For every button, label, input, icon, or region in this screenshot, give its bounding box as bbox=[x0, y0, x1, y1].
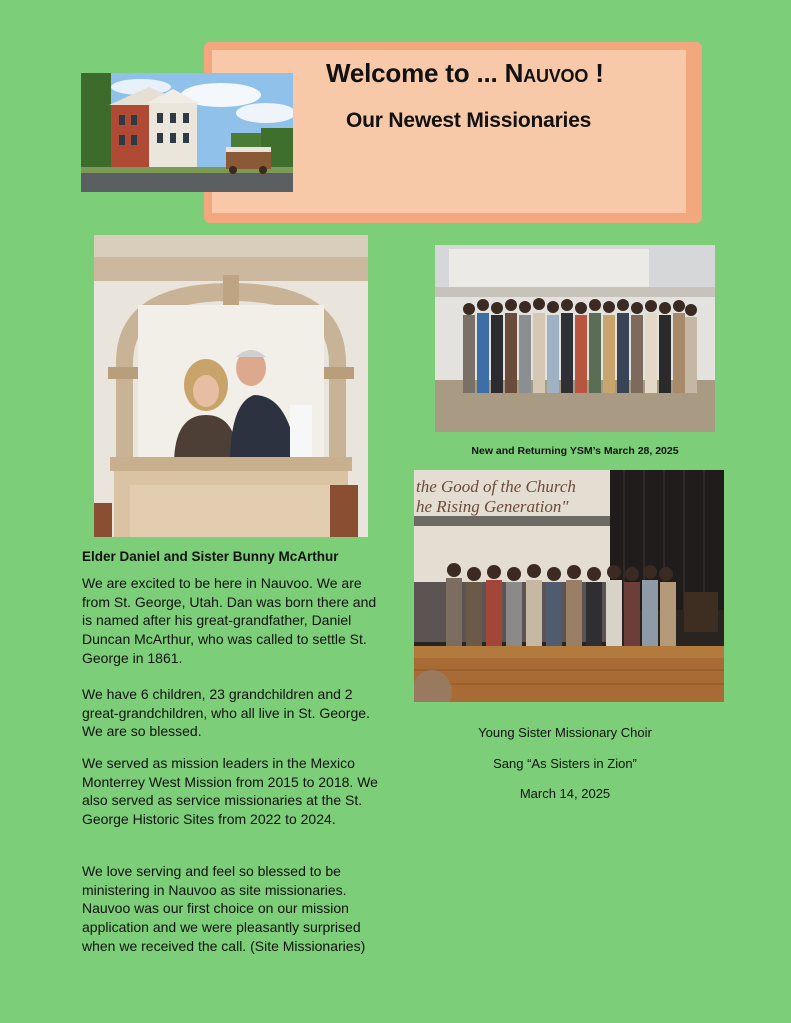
title-suffix: ! bbox=[595, 58, 604, 88]
group-photo-caption: New and Returning YSM’s March 28, 2025 bbox=[471, 445, 679, 457]
article-heading: Elder Daniel and Sister Bunny McArthur bbox=[82, 549, 339, 564]
choir-caption-title: Young Sister Missionary Choir bbox=[478, 725, 652, 740]
article-paragraph: We have 6 children, 23 grandchildren and 2 great-grandchildren, who all live in St. George. We are so blessed. bbox=[82, 686, 370, 740]
article-paragraph: We served as mission leaders in the Mexico Monterrey West Mission from 2015 to 2018. We also served as service missionaries at the St. George Historic Sites from 2022 to 2024. bbox=[82, 755, 378, 828]
title-place: Nauvoo bbox=[504, 58, 589, 88]
page-title bbox=[326, 58, 686, 89]
choir-slide-line-1: the Good of the Church bbox=[416, 477, 576, 496]
couple-photo bbox=[94, 235, 368, 537]
choir-caption-song: Sang “As Sisters in Zion” bbox=[493, 756, 637, 771]
choir-caption-date: March 14, 2025 bbox=[519, 786, 611, 801]
nauvoo-house-photo bbox=[81, 73, 293, 192]
title-prefix: Welcome to ... bbox=[326, 58, 498, 88]
page-subtitle: Our Newest Missionaries bbox=[346, 109, 592, 132]
choir-photo bbox=[414, 470, 724, 702]
choir-slide-line-2: he Rising Generation" bbox=[416, 497, 569, 516]
ysm-group-photo bbox=[435, 245, 715, 432]
article-paragraph: We are excited to be here in Nauvoo. We are from St. George, Utah. Dan was born there and is named after his great-grandfather, Daniel Duncan McArthur, who was called to settle St. George in 1861. bbox=[82, 575, 377, 666]
article-paragraph: We love serving and feel so blessed to be ministering in Nauvoo as site missionaries. Nauvoo was our first choice on our mission application and we were pleasantly surprised when we received the call. (Site Missionaries) bbox=[82, 863, 366, 954]
